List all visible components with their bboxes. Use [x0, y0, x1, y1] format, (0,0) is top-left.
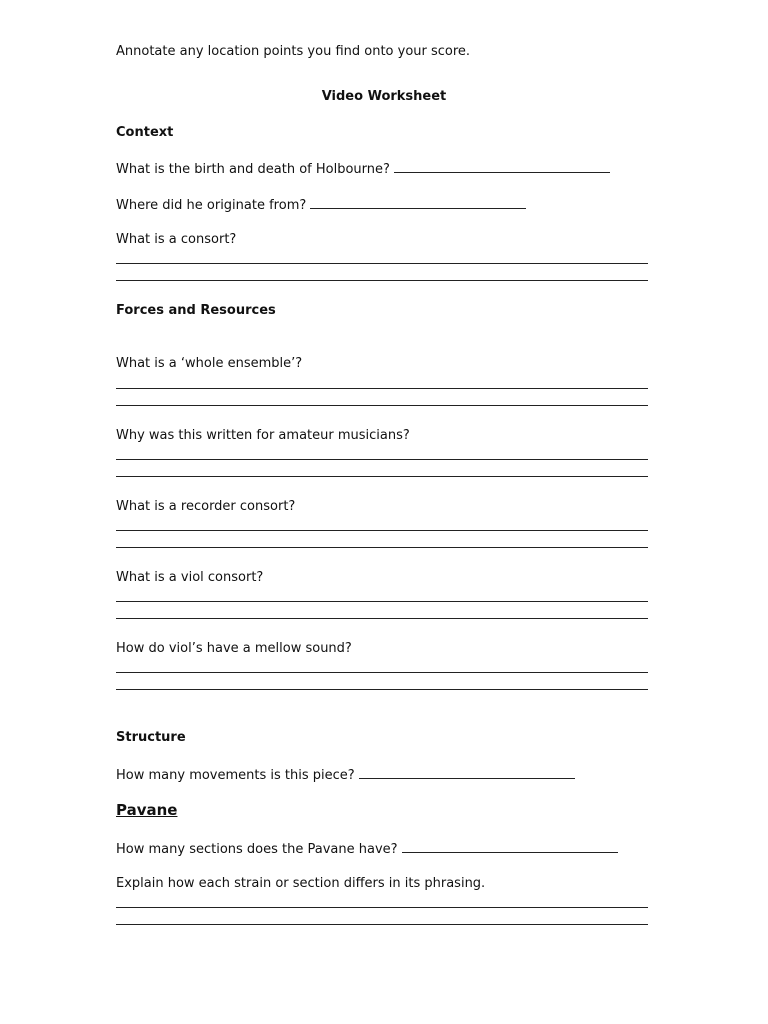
answer-line[interactable]	[116, 476, 648, 477]
answer-blank[interactable]	[310, 196, 526, 209]
structure-heading: Structure	[116, 730, 186, 745]
question-text: How many sections does the Pavane have?	[116, 842, 398, 857]
question-mellow-sound: How do viol’s have a mellow sound?	[116, 641, 352, 656]
question-recorder-consort: What is a recorder consort?	[116, 499, 296, 514]
answer-line[interactable]	[116, 530, 648, 531]
answer-line[interactable]	[116, 618, 648, 619]
answer-line[interactable]	[116, 672, 648, 673]
question-viol-consort: What is a viol consort?	[116, 570, 264, 585]
question-phrasing: Explain how each strain or section differs in its phrasing.	[116, 876, 486, 891]
forces-heading: Forces and Resources	[116, 303, 276, 318]
question-birth-death	[116, 160, 610, 178]
question-pavane-sections	[116, 840, 618, 858]
question-text: What is the birth and death of Holbourne?	[116, 162, 390, 177]
worksheet-title: Video Worksheet	[321, 89, 447, 104]
answer-line[interactable]	[116, 689, 648, 690]
intro-instruction: Annotate any location points you find onto your score.	[116, 44, 471, 59]
question-movements	[116, 766, 575, 784]
answer-line[interactable]	[116, 601, 648, 602]
context-heading: Context	[116, 125, 174, 140]
answer-blank[interactable]	[359, 766, 575, 779]
pavane-heading: Pavane	[116, 801, 178, 819]
question-origin	[116, 196, 526, 214]
answer-line[interactable]	[116, 388, 648, 389]
answer-line[interactable]	[116, 280, 648, 281]
answer-line[interactable]	[116, 547, 648, 548]
answer-line[interactable]	[116, 263, 648, 264]
question-amateur-musicians: Why was this written for amateur musicians?	[116, 428, 410, 443]
answer-blank[interactable]	[394, 160, 610, 173]
question-text: How many movements is this piece?	[116, 768, 355, 783]
question-consort: What is a consort?	[116, 232, 237, 247]
answer-blank[interactable]	[402, 840, 618, 853]
answer-line[interactable]	[116, 907, 648, 908]
question-whole-ensemble: What is a ‘whole ensemble’?	[116, 356, 303, 371]
question-text: Where did he originate from?	[116, 198, 307, 213]
answer-line[interactable]	[116, 459, 648, 460]
answer-line[interactable]	[116, 405, 648, 406]
answer-line[interactable]	[116, 924, 648, 925]
